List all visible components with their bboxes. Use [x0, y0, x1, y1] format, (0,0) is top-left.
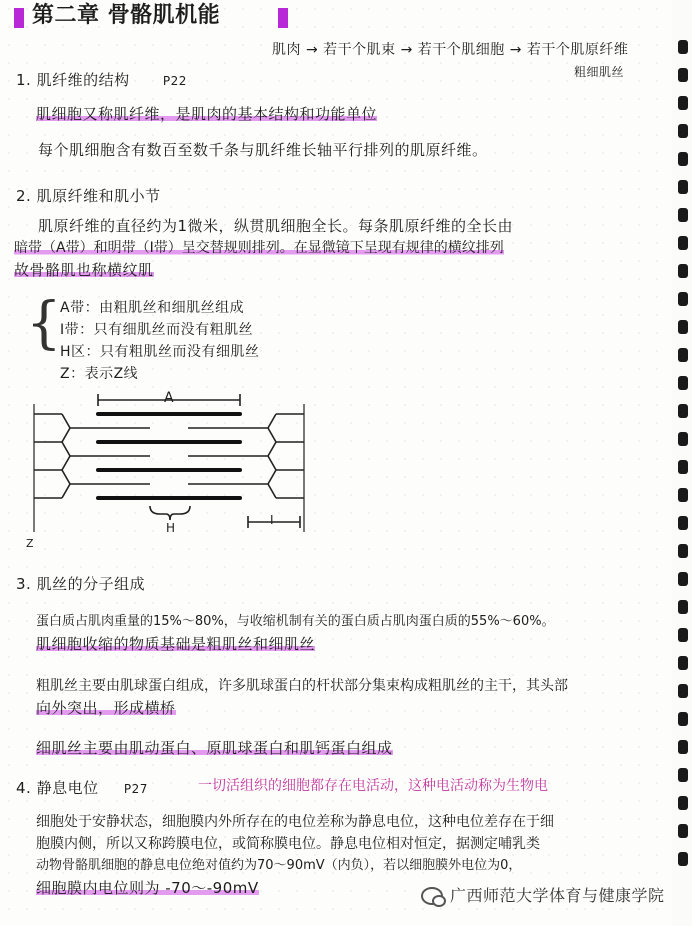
flow-part-1: 肌肉 — [272, 42, 301, 58]
s4-heading-text: 4. 静息电位 — [16, 779, 99, 797]
s4-line1: 细胞处于安静状态，细胞膜内外所存在的电位差称为静息电位，这种电位差存在于细 — [36, 814, 554, 830]
arrow-icon: → — [509, 42, 522, 58]
arrow-icon: → — [305, 42, 319, 58]
s4-line2: 胞膜内侧，所以又称跨膜电位，或简称膜电位。静息电位相对恒定，据测定哺乳类 — [36, 836, 540, 852]
s2-heading: 2. 肌原纤维和肌小节 — [16, 187, 161, 205]
diagram-label-z: Z — [26, 537, 35, 550]
s4-note: 一切活组织的细胞都存在电活动，这种电活动称为生物电 — [198, 778, 548, 794]
s1-page: P22 — [162, 74, 187, 88]
diagram-label-h: H — [166, 521, 176, 535]
flow-part-4: 若干个肌原纤维 — [526, 42, 629, 58]
band-item-i: I带：只有细肌丝而没有粗肌丝 — [60, 322, 254, 338]
brace-icon: { — [26, 291, 62, 356]
watermark-text: 广西师范大学体育与健康学院 — [450, 886, 665, 905]
s3-heading: 3. 肌丝的分子组成 — [16, 575, 146, 593]
diagram-label-i: I — [270, 513, 275, 527]
s3-para1-line1-text: 蛋白质占肌肉重量的15%～80%，与收缩机制有关的蛋白质占肌肉蛋白质的55%～60%。 — [36, 614, 555, 629]
s2-line2-text: 暗带（A带）和明带（I带）呈交替规则排列。在显微镜下呈现有规律的横纹排列 — [14, 240, 504, 256]
s3-para1-line2 — [36, 634, 315, 654]
diagram-label-a: A — [164, 390, 175, 406]
s3-para1-line1 — [36, 612, 555, 632]
s4-line4 — [36, 878, 259, 898]
s1-line1-text: 肌细胞又称肌纤维，是肌肉的基本结构和功能单位 — [36, 105, 378, 123]
s4-line4-text: 细胞膜内电位则为 -70～-90mV — [36, 879, 259, 897]
s3-para2-line2-text: 向外突出，形成横桥 — [36, 699, 176, 717]
wechat-icon — [421, 887, 443, 905]
band-item-a: A带：由粗肌丝和细肌丝组成 — [60, 300, 245, 316]
s4-heading — [16, 778, 148, 799]
s2-line1: 肌原纤维的直径约为1微米，纵贯肌细胞全长。每条肌原纤维的全长由 — [38, 217, 514, 235]
s4-line3: 动物骨骼肌细胞的静息电位绝对值约为70～90mV（内负），若以细胞膜外电位为0， — [36, 858, 522, 873]
s4-page: P27 — [123, 782, 148, 796]
band-item-z: Z：表示Z线 — [60, 366, 139, 382]
flow-part-3: 若干个肌细胞 — [417, 42, 505, 58]
s3-para1-line2-text: 肌细胞收缩的物质基础是粗肌丝和细肌丝 — [36, 635, 316, 653]
page-title: 第二章 骨骼肌机能 — [32, 3, 221, 28]
s3-para3 — [36, 738, 393, 758]
s2-line3-text: 故骨骼肌也称横纹肌 — [14, 261, 154, 279]
s1-heading-text: 1. 肌纤维的结构 — [16, 71, 130, 89]
flow-sub: 粗细肌丝 — [574, 65, 625, 79]
s3-para3-text: 细肌丝主要由肌动蛋白、原肌球蛋白和肌钙蛋白组成 — [36, 739, 393, 757]
s1-line2-text: 每个肌细胞含有数百至数千条与肌纤维长轴平行排列的肌原纤维。 — [38, 141, 488, 159]
s3-para2-line1: 粗肌丝主要由肌球蛋白组成，许多肌球蛋白的杆状部分集束构成粗肌丝的主干，其头部 — [36, 678, 568, 694]
arrow-icon: → — [400, 42, 413, 58]
band-item-h: H区：只有粗肌丝而没有细肌丝 — [60, 344, 260, 360]
s3-para2-line2 — [36, 698, 176, 718]
flow-part-2: 若干个肌束 — [323, 42, 396, 58]
